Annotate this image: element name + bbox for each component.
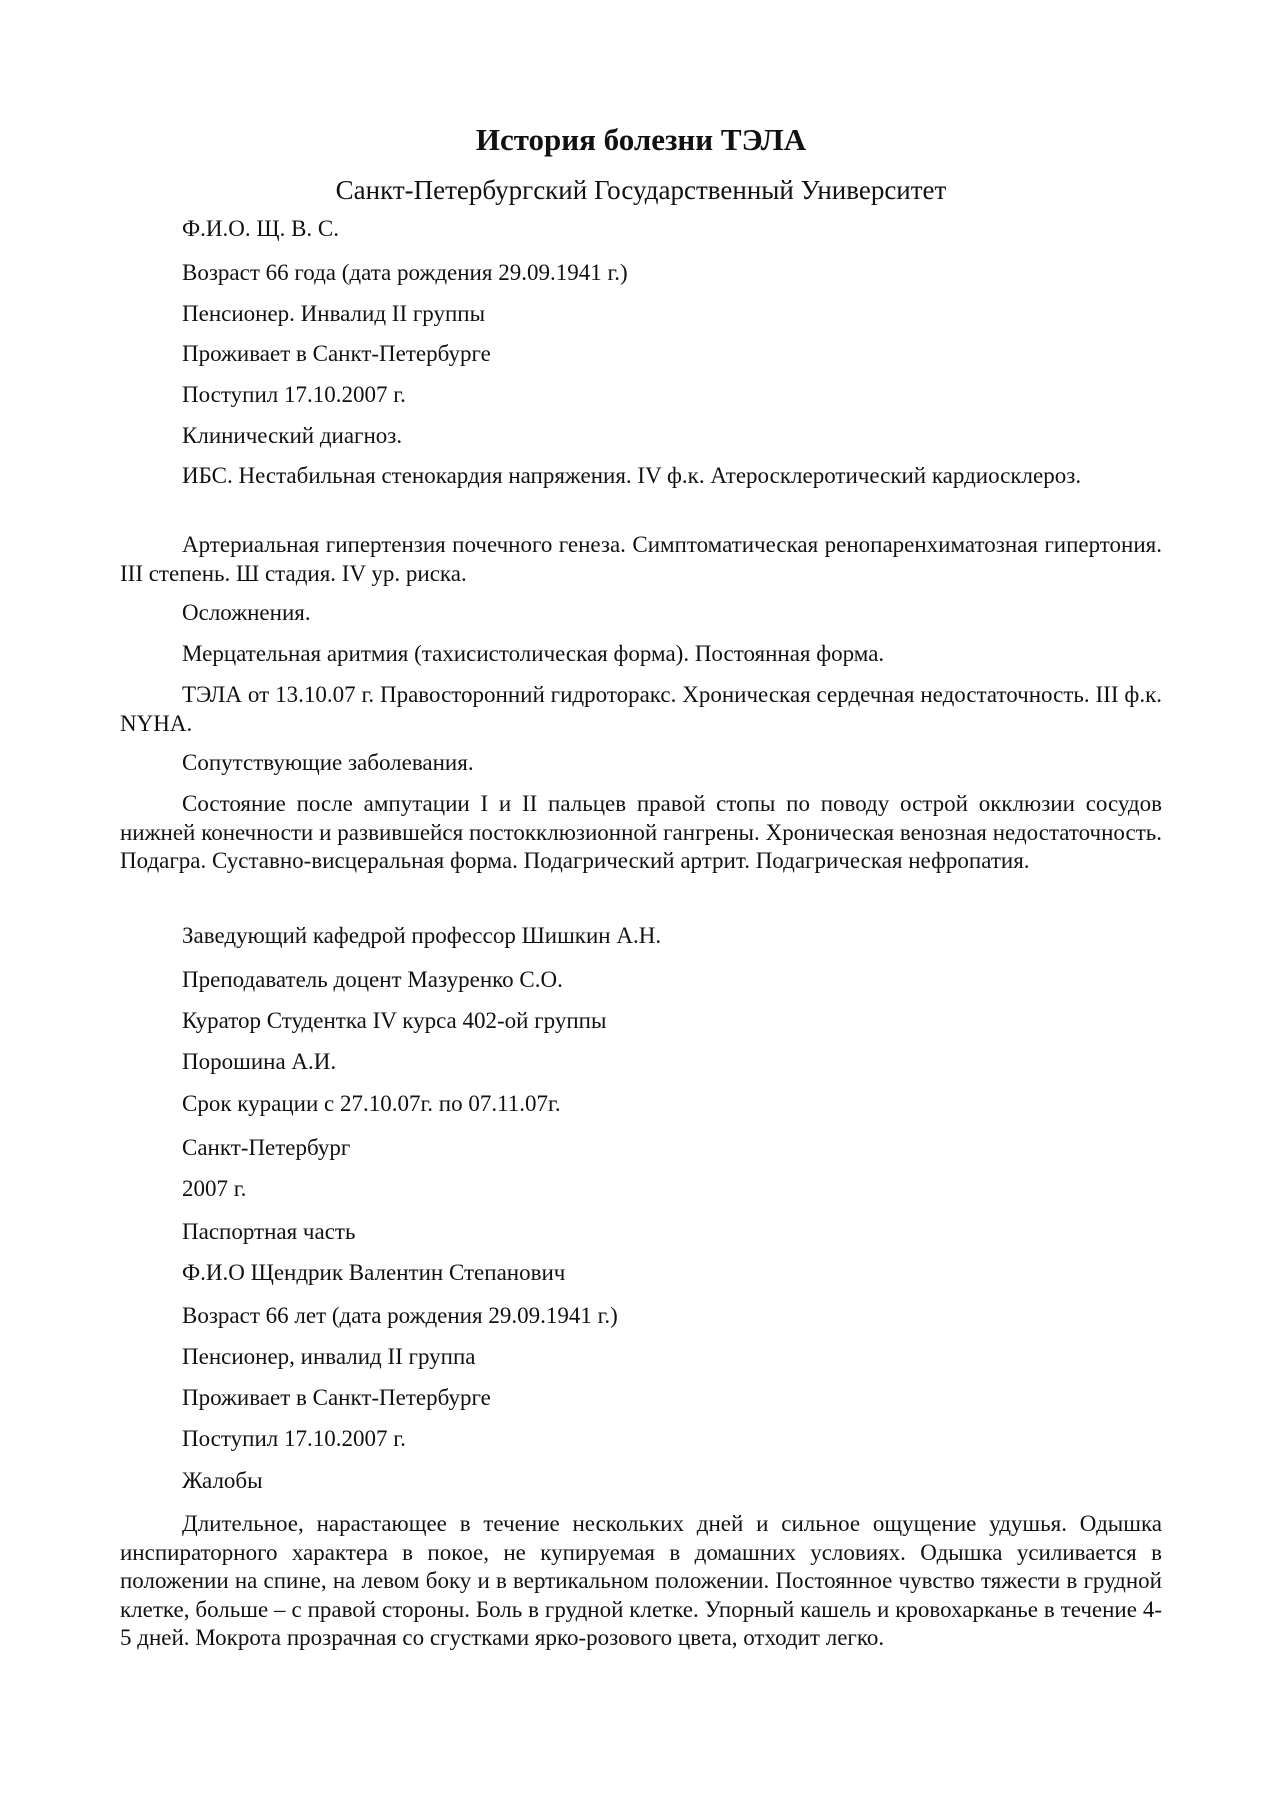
paragraph-student-name: Порошина А.И. bbox=[182, 1049, 337, 1074]
document-title: История болезни ТЭЛА bbox=[475, 122, 807, 157]
paragraph-curator: Куратор Студентка IV курса 402-ой группы bbox=[182, 1008, 607, 1033]
paragraph-residence: Проживает в Санкт-Петербурге bbox=[182, 341, 491, 366]
paragraph-curation-period: Срок курации с 27.10.07г. по 07.11.07г. bbox=[182, 1091, 561, 1116]
paragraph-diagnosis-ihd: ИБС. Нестабильная стенокардия напряжения. IV ф.к. Атеросклеротический кардиосклероз. bbox=[182, 463, 1082, 488]
paragraph-clinical-diagnosis-heading: Клинический диагноз. bbox=[182, 423, 403, 448]
paragraph-admitted: Поступил 17.10.2007 г. bbox=[182, 382, 406, 407]
paragraph-city: Санкт-Петербург bbox=[182, 1135, 351, 1160]
paragraph-arrhythmia: Мерцательная аритмия (тахисистолическая форма). Постоянная форма. bbox=[182, 641, 885, 666]
paragraph-year: 2007 г. bbox=[182, 1176, 247, 1201]
paragraph-amputation: Состояние после ампутации I и II пальцев правой стопы по поводу острой окклюзии сосудов нижней конечности и развившейся постокклюзионной гангрены. Хроническая венозная недостаточность. Подагра. Суставно-висцеральная форма. Подагрический артрит. Подагрическая нефропатия. bbox=[120, 791, 1162, 873]
paragraph-patient-initials: Ф.И.О. Щ. В. С. bbox=[182, 216, 340, 241]
paragraph-passport-heading: Паспортная часть bbox=[182, 1219, 356, 1244]
paragraph-age: Возраст 66 года (дата рождения 29.09.1941 г.) bbox=[182, 260, 628, 285]
paragraph-complaints-heading: Жалобы bbox=[182, 1468, 263, 1493]
paragraph-comorbidities-heading: Сопутствующие заболевания. bbox=[182, 750, 474, 775]
paragraph-complaints: Длительное, нарастающее в течение нескольких дней и сильное ощущение удушья. Одышка инспираторного характера в покое, не купируемая в домашних условиях. Одышка усиливается в положении на спине, на левом боку и в вертикальном положении. Постоянное чувство тяжести в грудной клетке, больше – с правой стороны. Боль в грудной клетке. Упорный кашель и кровохарканье в течение 4-5 дней. Мокрота прозрачная со сгустками ярко-розового цвета, отходит легко. bbox=[120, 1511, 1162, 1650]
paragraph-full-name: Ф.И.О Щендрик Валентин Степанович bbox=[182, 1260, 566, 1285]
paragraph-residence-full: Проживает в Санкт-Петербурге bbox=[182, 1385, 491, 1410]
paragraph-admitted-full: Поступил 17.10.2007 г. bbox=[182, 1426, 406, 1451]
document-subtitle: Санкт-Петербургский Государственный Университет bbox=[335, 175, 947, 205]
paragraph-status: Пенсионер. Инвалид II группы bbox=[182, 301, 486, 326]
paragraph-hypertension: Артериальная гипертензия почечного генеза. Симптоматическая ренопаренхиматозная гипертония. III степень. Ш стадия. IV ур. риска. bbox=[120, 532, 1162, 586]
paragraph-age-full: Возраст 66 лет (дата рождения 29.09.1941 г.) bbox=[182, 1303, 618, 1328]
paragraph-pe: ТЭЛА от 13.10.07 г. Правосторонний гидроторакс. Хроническая сердечная недостаточность. III ф.к. NYHA. bbox=[120, 682, 1162, 736]
paragraph-teacher: Преподаватель доцент Мазуренко С.О. bbox=[182, 967, 563, 992]
paragraph-head-of-department: Заведующий кафедрой профессор Шишкин А.Н. bbox=[182, 923, 662, 948]
paragraph-complications-heading: Осложнения. bbox=[182, 600, 311, 625]
paragraph-status-full: Пенсионер, инвалид II группа bbox=[182, 1344, 476, 1369]
